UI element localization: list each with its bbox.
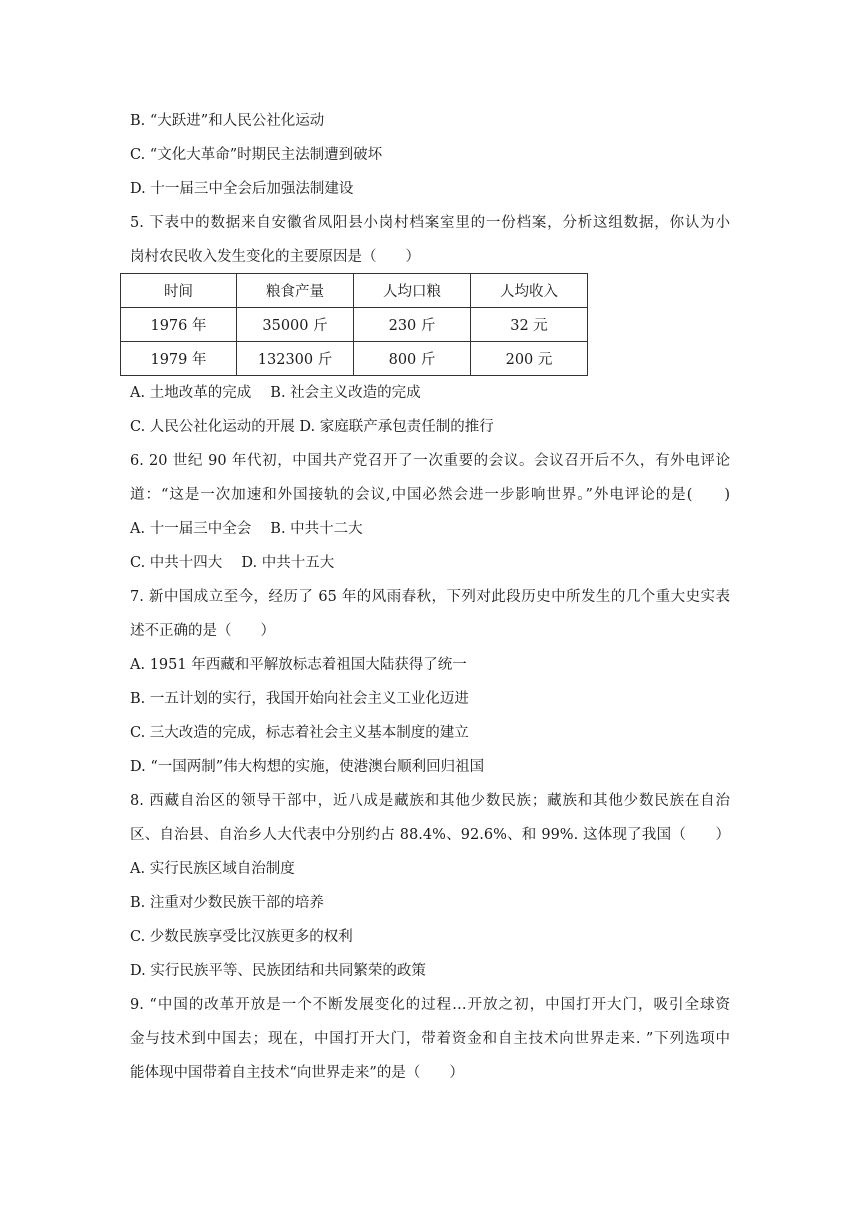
q4-option-c: C. “文化大革命”时期民主法制遭到破坏 xyxy=(130,147,383,163)
q7-option-c: C. 三大改造的完成，标志着社会主义基本制度的建立 xyxy=(130,725,469,741)
q5-stem-line-2: 岗村农民收入发生变化的主要原因是（ ） xyxy=(130,249,420,265)
q7-stem-line-1: 7. 新中国成立至今，经历了 65 年的风雨春秋，下列对此段历史中所发生的几个重大史实表 xyxy=(130,589,730,605)
table-header-cell: 时间 xyxy=(121,274,237,308)
table-row xyxy=(121,342,588,376)
q6-stem-line-1: 6. 20 世纪 90 年代初，中国共产党召开了一次重要的会议。会议召开后不久，有外电评论 xyxy=(130,453,730,469)
q6-stem-line-2: 道：“这是一次加速和外国接轨的会议,中国必然会进一步影响世界。”外电评论的是( ) xyxy=(130,487,730,503)
q7-stem-line-2: 述不正确的是（ ） xyxy=(130,623,275,639)
table-cell: 200 元 xyxy=(471,342,588,376)
table-header-cell: 人均口粮 xyxy=(354,274,471,308)
q8-option-c: C. 少数民族享受比汉族更多的权利 xyxy=(130,929,353,945)
table-cell: 1979 年 xyxy=(121,342,237,376)
table-cell: 1976 年 xyxy=(121,308,237,342)
q9-stem-line-3: 能体现中国带着自主技术“向世界走来”的是（ ） xyxy=(130,1065,464,1081)
table-cell: 800 斤 xyxy=(354,342,471,376)
q5-options-ab: A. 土地改革的完成 B. 社会主义改造的完成 xyxy=(130,385,421,401)
q7-option-a: A. 1951 年西藏和平解放标志着祖国大陆获得了统一 xyxy=(130,657,467,673)
q6-options-cd: C. 中共十四大 D. 中共十五大 xyxy=(130,555,335,571)
q9-stem-line-2: 金与技术到中国去；现在，中国打开大门，带着资金和自主技术向世界走来. ”下列选项中 xyxy=(130,1031,730,1047)
table-row xyxy=(121,308,588,342)
table-header-row xyxy=(121,274,588,308)
q7-option-d: D. “一国两制”伟大构想的实施，使港澳台顺利回归祖国 xyxy=(130,759,485,775)
q4-option-b: B. “大跃进”和人民公社化运动 xyxy=(130,113,325,129)
table-header-cell: 粮食产量 xyxy=(237,274,354,308)
table-cell: 35000 斤 xyxy=(237,308,354,342)
q5-data-table xyxy=(120,273,588,376)
q7-option-b: B. 一五计划的实行，我国开始向社会主义工业化迈进 xyxy=(130,691,469,707)
q5-stem-line-1: 5. 下表中的数据来自安徽省凤阳县小岗村档案室里的一份档案，分析这组数据，你认为小 xyxy=(130,215,730,231)
q8-stem-line-1: 8. 西藏自治区的领导干部中，近八成是藏族和其他少数民族；藏族和其他少数民族在自治 xyxy=(130,793,730,809)
table-cell: 230 斤 xyxy=(354,308,471,342)
q6-options-ab: A. 十一届三中全会 B. 中共十二大 xyxy=(130,521,363,537)
q8-option-b: B. 注重对少数民族干部的培养 xyxy=(130,895,324,911)
q5-options-cd: C. 人民公社化运动的开展 D. 家庭联产承包责任制的推行 xyxy=(130,419,494,435)
table-header-cell: 人均收入 xyxy=(471,274,588,308)
q8-stem-line-2: 区、自治县、自治乡人大代表中分别约占 88.4%、92.6%、和 99%. 这体现了我国（ ） xyxy=(130,827,730,843)
table-cell: 132300 斤 xyxy=(237,342,354,376)
table-cell: 32 元 xyxy=(471,308,588,342)
q9-stem-line-1: 9. “中国的改革开放是一个不断发展变化的过程…开放之初，中国打开大门，吸引全球资 xyxy=(130,997,730,1013)
q4-option-d: D. 十一届三中全会后加强法制建设 xyxy=(130,181,354,197)
q8-option-d: D. 实行民族平等、民族团结和共同繁荣的政策 xyxy=(130,963,426,979)
q8-option-a: A. 实行民族区域自治制度 xyxy=(130,861,295,877)
